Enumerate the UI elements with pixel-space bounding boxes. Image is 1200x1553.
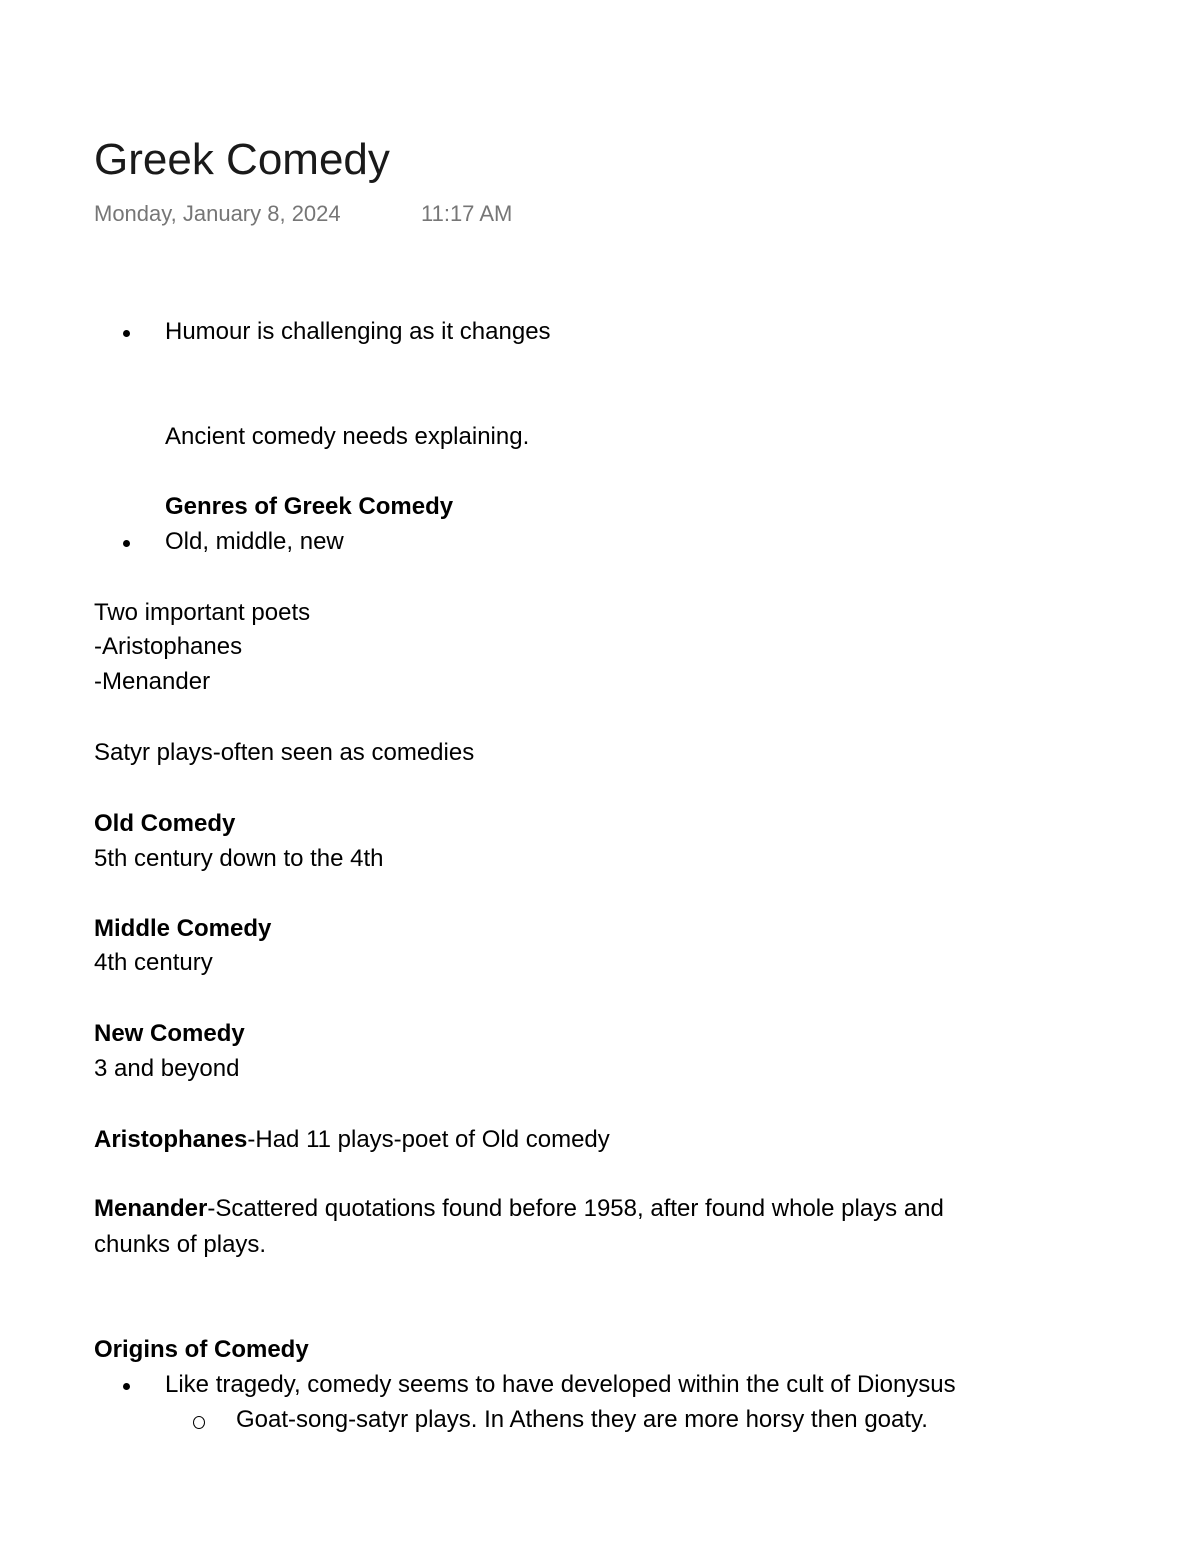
- middle-comedy-heading: Middle Comedy: [94, 915, 272, 942]
- origins-sub-bullet: Goat-song-satyr plays. In Athens they are more horsy then goaty.: [236, 1406, 928, 1433]
- bullet-icon: [123, 330, 130, 337]
- bullet-icon: [123, 1383, 130, 1390]
- menander-line: [94, 1193, 944, 1225]
- genres-heading: Genres of Greek Comedy: [165, 493, 454, 520]
- old-comedy-heading: Old Comedy: [94, 810, 236, 837]
- page-title: Greek Comedy: [94, 135, 390, 184]
- old-comedy-text: 5th century down to the 4th: [94, 845, 384, 872]
- menander-line-2: chunks of plays.: [94, 1231, 267, 1258]
- menander-text: -Scattered quotations found before 1958, after found whole plays and: [207, 1195, 944, 1222]
- new-comedy-heading: New Comedy: [94, 1020, 245, 1047]
- sub-bullet-icon: [193, 1416, 205, 1429]
- aristophanes-name: Aristophanes: [94, 1126, 248, 1153]
- origins-bullet: Like tragedy, comedy seems to have developed within the cult of Dionysus: [165, 1371, 956, 1398]
- new-comedy-text: 3 and beyond: [94, 1055, 240, 1082]
- poets-heading: Two important poets: [94, 599, 311, 626]
- menander-name: Menander: [94, 1195, 208, 1222]
- note-date: Monday, January 8, 2024: [94, 201, 341, 226]
- bullet-humour: Humour is challenging as it changes: [165, 318, 551, 345]
- satyr-line: Satyr plays-often seen as comedies: [94, 739, 475, 766]
- genres-bullet: Old, middle, new: [165, 528, 344, 555]
- origins-heading: Origins of Comedy: [94, 1336, 309, 1363]
- middle-comedy-text: 4th century: [94, 949, 213, 976]
- poet-menander: -Menander: [94, 668, 211, 695]
- aristophanes-text: -Had 11 plays-poet of Old comedy: [247, 1126, 610, 1153]
- bullet-icon: [123, 540, 130, 547]
- aristophanes-line: [94, 1124, 610, 1156]
- note-time: 11:17 AM: [421, 201, 513, 226]
- ancient-comedy-line: Ancient comedy needs explaining.: [165, 423, 530, 450]
- poet-aristophanes: -Aristophanes: [94, 633, 243, 660]
